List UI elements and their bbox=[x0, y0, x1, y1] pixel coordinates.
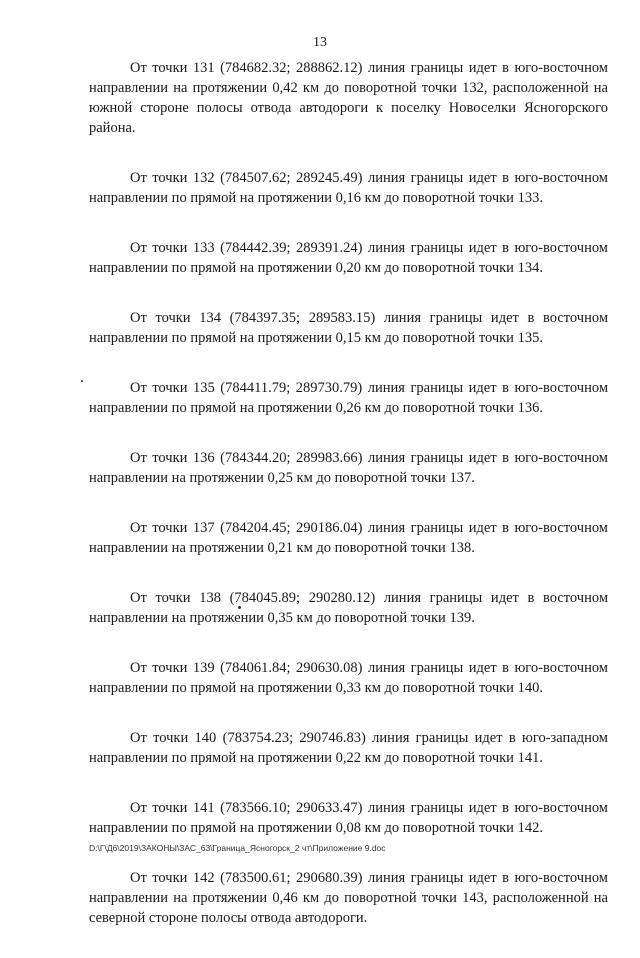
page-number: 13 bbox=[313, 35, 327, 50]
paragraph: От точки 138 (784045.89; 290280.12) линия границы идет в восточном направлении на протяжении 0,35 км до поворотной точки 139. bbox=[89, 590, 608, 626]
document-body bbox=[89, 58, 608, 958]
paragraph: От точки 136 (784344.20; 289983.66) линия границы идет в юго-восточном направлении на протяжении 0,25 км до поворотной точки 137. bbox=[89, 450, 608, 486]
scan-speck bbox=[238, 606, 241, 609]
paragraph: От точки 141 (783566.10; 290633.47) линия границы идет в юго-восточном направлении по прямой на протяжении 0,08 км до поворотной точки 142. bbox=[89, 800, 608, 836]
paragraph: От точки 140 (783754.23; 290746.83) линия границы идет в юго-западном направлении по прямой на протяжении 0,22 км до поворотной точки 141. bbox=[89, 730, 608, 766]
paragraph: От точки 134 (784397.35; 289583.15) линия границы идет в восточном направлении по прямой на протяжении 0,15 км до поворотной точки 135. bbox=[89, 310, 608, 346]
footer-file-path: D:\Г\Д6\2019\ЗАКОНЫ\ЗАС_63\Граница_Ясногорск_2 чт\Приложение 9.doc bbox=[89, 843, 386, 853]
scan-speck bbox=[81, 380, 83, 382]
paragraph: От точки 133 (784442.39; 289391.24) линия границы идет в юго-восточном направлении по прямой на протяжении 0,20 км до поворотной точки 134. bbox=[89, 240, 608, 276]
paragraph: От точки 142 (783500.61; 290680.39) линия границы идет в юго-восточном направлении на протяжении 0,46 км до поворотной точки 143, расположенной на северной стороне полосы отвода автодороги. bbox=[89, 870, 608, 926]
paragraph: От точки 132 (784507.62; 289245.49) линия границы идет в юго-восточном направлении по прямой на протяжении 0,16 км до поворотной точки 133. bbox=[89, 170, 608, 206]
paragraph: От точки 131 (784682.32; 288862.12) линия границы идет в юго-восточном направлении на протяжении 0,42 км до поворотной точки 132, расположенной на южной стороне полосы отвода автодороги к поселку Новоселки Ясногорского района. bbox=[89, 60, 608, 136]
paragraph: От точки 139 (784061.84; 290630.08) линия границы идет в юго-восточном направлении по прямой на протяжении 0,33 км до поворотной точки 140. bbox=[89, 660, 608, 696]
paragraph: От точки 137 (784204.45; 290186.04) линия границы идет в юго-восточном направлении на протяжении 0,21 км до поворотной точки 138. bbox=[89, 520, 608, 556]
paragraph: От точки 135 (784411.79; 289730.79) линия границы идет в юго-восточном направлении по прямой на протяжении 0,26 км до поворотной точки 136. bbox=[89, 380, 608, 416]
